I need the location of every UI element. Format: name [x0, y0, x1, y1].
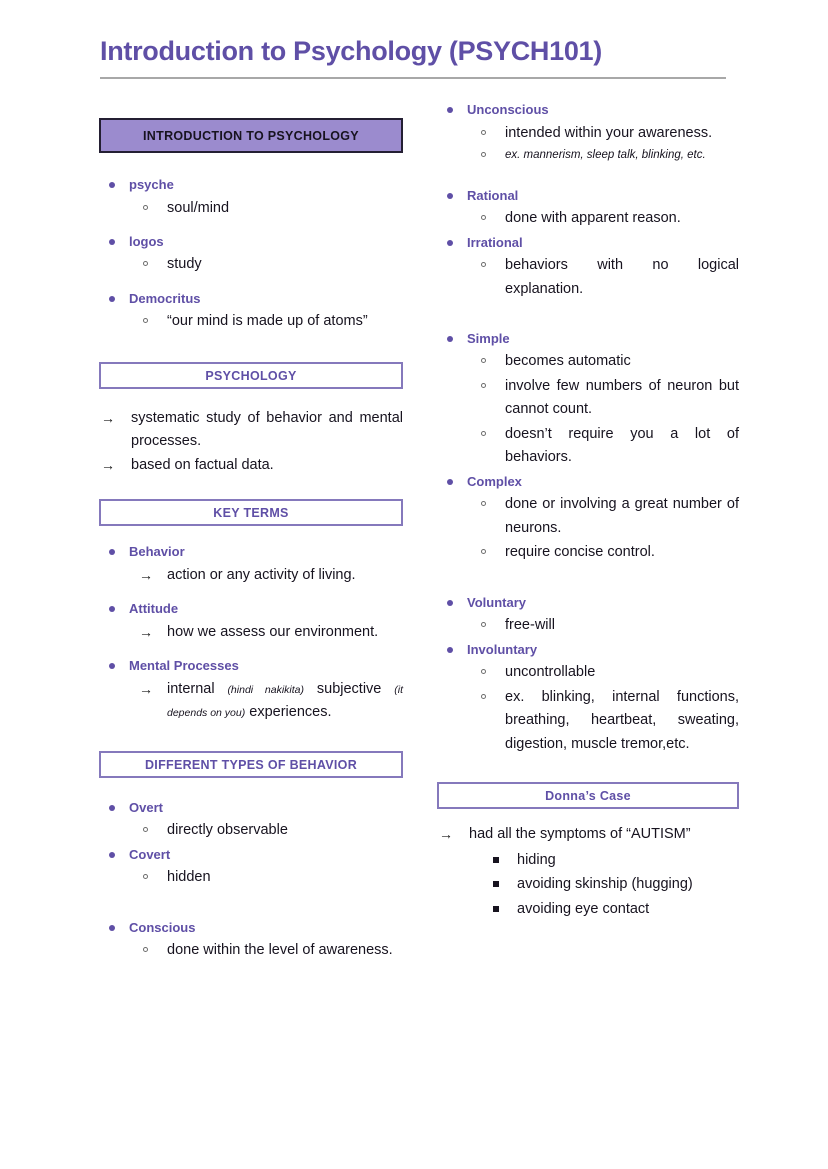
list-item: [99, 656, 403, 724]
sublist-item: [467, 375, 739, 422]
sublist: [129, 621, 403, 644]
term-label: Involuntary: [467, 641, 538, 657]
term-label: Voluntary: [467, 594, 526, 610]
sublist-item: [467, 541, 739, 564]
term-label: Irrational: [467, 234, 523, 250]
list-psychology-points: [99, 407, 403, 477]
sublist-item: [467, 423, 739, 470]
sublist: [467, 350, 739, 469]
bullet-ring-icon: [481, 501, 486, 506]
list-item: [437, 233, 739, 301]
sublist-item: [129, 866, 403, 889]
sublist: [129, 310, 403, 333]
bullet-square-icon: [493, 906, 499, 912]
sublist-item: [129, 621, 403, 644]
page-title-block: [100, 36, 726, 79]
list-item: [437, 100, 739, 166]
bullet-dot-icon: [447, 600, 453, 606]
bullet-ring-icon: [481, 358, 486, 363]
definition-text: done or involving a great number of neurons.: [505, 496, 739, 536]
definition-text: ex. blinking, internal functions, breathing, heartbeat, sweating, digestion, muscle tremor,etc.: [505, 688, 739, 752]
bullet-ring-icon: [481, 622, 486, 627]
sublist: [129, 197, 403, 220]
list-item: [99, 232, 403, 277]
list-item: [99, 918, 403, 963]
sublist-item: [467, 350, 739, 373]
bullet-ring-icon: [481, 152, 486, 157]
sublist: [129, 939, 403, 962]
definition-text: done with apparent reason.: [505, 210, 681, 227]
left-column: [99, 118, 403, 965]
definition-text: “our mind is made up of atoms”: [167, 313, 368, 330]
spacer: [99, 477, 403, 499]
point-text: based on factual data.: [131, 456, 274, 473]
term-label: Behavior: [129, 544, 185, 560]
definition-text: directly observable: [167, 822, 288, 839]
sublist-item: [129, 310, 403, 333]
bullet-dot-icon: [109, 663, 115, 669]
list-item: [99, 289, 403, 334]
bullet-dot-icon: [447, 647, 453, 653]
definition-text: action or any activity of living.: [167, 566, 356, 583]
bullet-dot-icon: [447, 479, 453, 485]
bullet-square-icon: [493, 881, 499, 887]
term-label: psyche: [129, 177, 174, 192]
spacer: [99, 892, 403, 918]
term-label: Conscious: [129, 919, 196, 935]
section-header-psychology: PSYCHOLOGY: [99, 362, 403, 389]
section-header-key-terms: KEY TERMS: [99, 499, 403, 526]
sublist-item: [467, 254, 739, 301]
sublist-item: [129, 564, 403, 587]
sublist-item: [129, 678, 403, 725]
sublist-item: [479, 873, 739, 896]
definition-text: done within the level of awareness.: [167, 942, 393, 959]
spacer: [437, 303, 739, 329]
inline-text: subjective: [304, 680, 395, 697]
bullet-ring-icon: [481, 694, 486, 699]
definition-text: behaviors with no logical explanation.: [505, 257, 739, 297]
bullet-ring-icon: [481, 383, 486, 388]
sublist-item: [129, 819, 403, 842]
definition-text: doesn’t require you a lot of behaviors.: [505, 425, 739, 466]
sublist: [467, 614, 739, 637]
bullet-ring-icon: [143, 205, 148, 210]
inline-gloss: (hindi nakikita): [227, 683, 304, 696]
list-item: [99, 845, 403, 890]
sublist-item: [467, 207, 739, 230]
sublist-item: [467, 614, 739, 637]
bullet-ring-icon: [481, 262, 486, 267]
term-label: Mental Processes: [129, 658, 239, 674]
sublist: [129, 253, 403, 276]
sublist: [467, 493, 739, 564]
bullet-ring-icon: [481, 130, 486, 135]
bullet-dot-icon: [109, 182, 115, 188]
bullet-ring-icon: [143, 874, 148, 879]
definition-text: uncontrollable: [505, 664, 596, 681]
list-item: [437, 472, 739, 565]
list-donnas-case: [437, 823, 739, 921]
bullet-dot-icon: [447, 336, 453, 342]
sublist: [467, 254, 739, 301]
list-introduction-terms: [99, 175, 403, 334]
arrow-right-icon: →: [139, 566, 153, 583]
bullet-ring-icon: [143, 261, 148, 266]
sublist-item: [467, 661, 739, 684]
spacer: [99, 646, 403, 656]
bullet-ring-icon: [143, 318, 148, 323]
bullet-ring-icon: [143, 947, 148, 952]
list-item: [99, 175, 403, 220]
definition-text: hidden: [167, 869, 211, 886]
definition-text: intended within your awareness.: [505, 124, 713, 141]
spacer: [437, 758, 739, 782]
section-header-behavior-types: DIFFERENT TYPES OF BEHAVIOR: [99, 751, 403, 778]
symptom-text: avoiding eye contact: [517, 900, 650, 917]
arrow-right-icon: →: [139, 680, 153, 697]
bullet-dot-icon: [109, 606, 115, 612]
arrow-right-icon: →: [139, 623, 153, 640]
sublist: [129, 866, 403, 889]
bullet-ring-icon: [481, 549, 486, 554]
bullet-dot-icon: [109, 549, 115, 555]
bullet-dot-icon: [447, 107, 453, 113]
list-item: [437, 640, 739, 756]
title-divider: [100, 77, 726, 79]
sublist-symptoms: [479, 849, 739, 921]
bullet-dot-icon: [109, 852, 115, 858]
sublist: [467, 661, 739, 756]
sublist-item: [467, 493, 739, 540]
list-item: [99, 454, 403, 477]
inline-text: internal: [167, 680, 228, 697]
definition-text: becomes automatic: [505, 353, 631, 370]
bullet-dot-icon: [447, 193, 453, 199]
arrow-right-icon: →: [101, 409, 115, 426]
page-title: Introduction to Psychology (PSYCH101): [100, 36, 602, 66]
term-label: Democritus: [129, 290, 201, 306]
definition-text: soul/mind: [167, 199, 230, 216]
symptom-text: hiding: [517, 851, 556, 868]
right-column: [437, 100, 739, 922]
sublist-item: [467, 686, 739, 756]
term-label: logos: [129, 233, 164, 249]
sublist-item: [467, 122, 739, 145]
spacer: [99, 336, 403, 362]
spacer: [99, 727, 403, 751]
point-text: systematic study of behavior and mental processes.: [131, 409, 403, 450]
sublist: [467, 207, 739, 230]
sublist-item: [129, 939, 403, 962]
section-header-donnas-case: Donna’s Case: [437, 782, 739, 809]
bullet-ring-icon: [481, 431, 486, 436]
sublist-item: [129, 253, 403, 276]
bullet-ring-icon: [481, 215, 486, 220]
inline-gloss: (it depends on you): [167, 683, 403, 720]
term-label: Overt: [129, 799, 163, 815]
term-label: Attitude: [129, 601, 179, 617]
list-item: [99, 542, 403, 587]
definition-text: how we assess our environment.: [167, 623, 379, 640]
example-text: ex. mannerism, sleep talk, blinking, etc.: [505, 148, 706, 161]
sublist: [129, 678, 403, 725]
term-label: Complex: [467, 473, 522, 489]
term-label: Rational: [467, 187, 519, 203]
list-item: [99, 407, 403, 454]
sublist: [129, 564, 403, 587]
list-item: [437, 329, 739, 470]
bullet-dot-icon: [109, 925, 115, 931]
list-key-terms: [99, 542, 403, 724]
spacer: [437, 567, 739, 593]
list-item: [99, 798, 403, 843]
list-item: [437, 593, 739, 638]
sublist: [467, 122, 739, 166]
definition-text: [167, 678, 403, 725]
bullet-ring-icon: [481, 669, 486, 674]
bullet-dot-icon: [109, 805, 115, 811]
arrow-right-icon: →: [101, 456, 115, 473]
definition-text: require concise control.: [505, 544, 655, 561]
spacer: [99, 778, 403, 798]
bullet-dot-icon: [109, 296, 115, 302]
term-label: Unconscious: [467, 102, 549, 117]
definition-text: study: [167, 256, 202, 273]
list-item: [437, 823, 739, 921]
spacer: [99, 589, 403, 599]
sublist-item: [479, 849, 739, 872]
sublist-item: [479, 898, 739, 921]
inline-text: experiences.: [245, 704, 332, 721]
symptom-text: avoiding skinship (hugging): [517, 876, 693, 893]
bullet-dot-icon: [447, 240, 453, 246]
list-item: [437, 186, 739, 231]
term-label: Covert: [129, 846, 171, 862]
spacer: [99, 279, 403, 289]
definition-text: involve few numbers of neuron but cannot count.: [505, 377, 739, 418]
term-label: Simple: [467, 330, 510, 346]
spacer: [99, 222, 403, 232]
bullet-dot-icon: [109, 239, 115, 245]
bullet-square-icon: [493, 857, 499, 863]
list-item: [99, 599, 403, 644]
arrow-right-icon: →: [439, 826, 453, 843]
list-behavior-types-continued: [437, 100, 739, 756]
sublist-item: [467, 146, 739, 166]
case-summary-text: had all the symptoms of “AUTISM”: [469, 826, 691, 843]
list-behavior-types: [99, 798, 403, 963]
section-header-introduction: INTRODUCTION TO PSYCHOLOGY: [99, 118, 403, 153]
bullet-ring-icon: [143, 827, 148, 832]
sublist-item: [129, 197, 403, 220]
sublist: [129, 819, 403, 842]
definition-text: free-will: [505, 617, 555, 634]
spacer: [99, 526, 403, 542]
spacer: [437, 168, 739, 186]
